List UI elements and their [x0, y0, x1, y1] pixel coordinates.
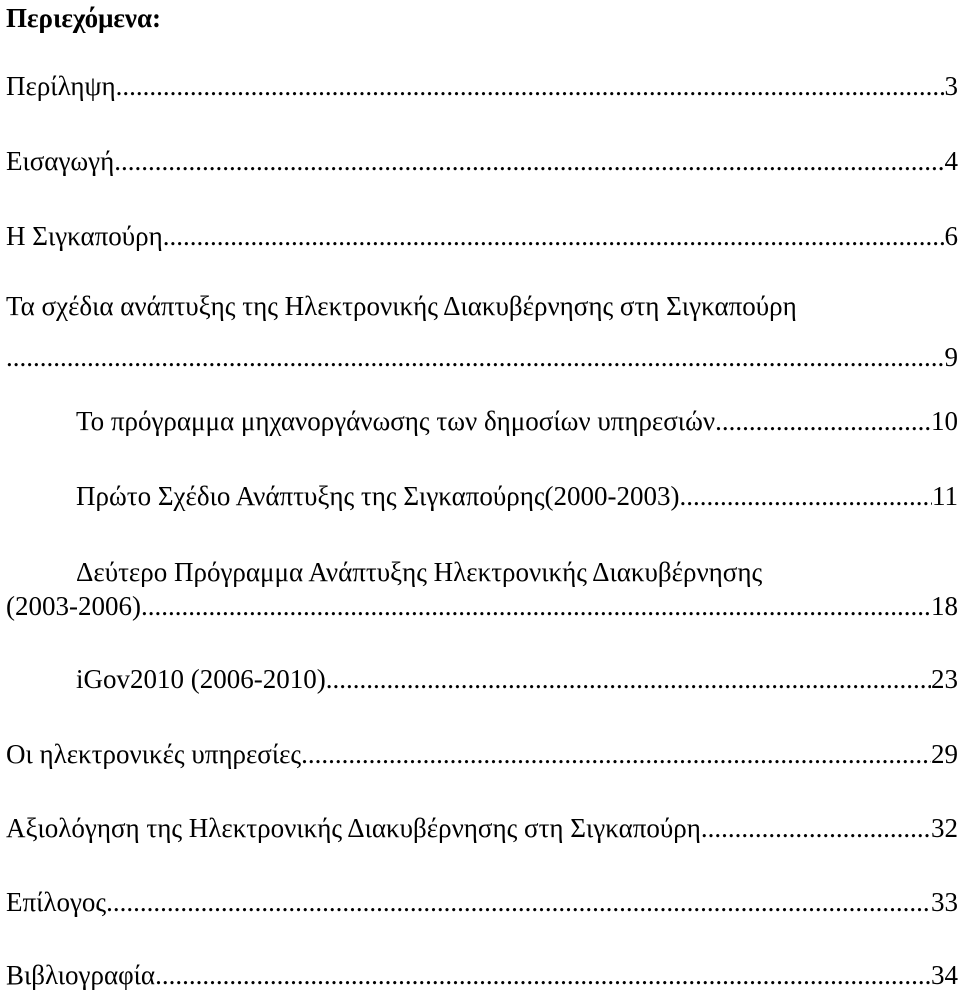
toc-entry-page: 6	[944, 221, 958, 251]
toc-entry-page: 3	[944, 71, 958, 101]
dot-leader	[155, 959, 931, 991]
toc-entry-evaluation[interactable]	[6, 812, 958, 844]
toc-entry-summary[interactable]	[6, 70, 958, 102]
toc-entry-development-plans[interactable]	[6, 341, 958, 373]
toc-entry-text: Πρώτο Σχέδιο Ανάπτυξης της Σιγκαπούρης(2000-2003)	[76, 481, 680, 511]
toc-entry-page: 34	[931, 960, 958, 990]
toc-entry-epilogue[interactable]	[6, 886, 958, 918]
toc-entry-singapore[interactable]	[6, 220, 958, 252]
dot-leader	[6, 341, 945, 373]
toc-entry-text: Περίληψη	[6, 71, 116, 101]
toc-entry-page: 33	[931, 887, 958, 917]
toc-entry-development-plans-line1[interactable]: Τα σχέδια ανάπτυξης της Ηλεκτρονικής Διακυβέρνησης στη Σιγκαπούρη	[6, 291, 797, 321]
toc-entry-page: 29	[931, 739, 958, 769]
toc-entry-text: Η Σιγκαπούρη	[6, 221, 163, 251]
dot-leader	[116, 70, 945, 102]
dot-leader	[701, 812, 931, 844]
toc-entry-page: 32	[931, 813, 958, 843]
toc-title: Περιεχόμενα:	[6, 3, 162, 33]
dot-leader	[141, 590, 931, 622]
toc-entry-text: Οι ηλεκτρονικές υπηρεσίες	[6, 739, 302, 769]
dot-leader	[163, 220, 945, 252]
dot-leader	[301, 738, 931, 770]
toc-entry-introduction[interactable]	[6, 145, 958, 177]
toc-entry-computerization-program[interactable]	[76, 405, 958, 437]
dot-leader	[326, 663, 931, 695]
toc-entry-page: 23	[931, 664, 958, 694]
toc-entry-page: 4	[944, 146, 958, 176]
toc-entry-text: Το πρόγραμμα μηχανοργάνωσης των δημοσίων υπηρεσιών	[76, 406, 716, 436]
toc-entry-page: 18	[931, 591, 958, 621]
dot-leader	[106, 886, 931, 918]
toc-entry-page: 9	[944, 342, 958, 372]
toc-entry-page: 11	[932, 481, 958, 511]
toc-entry-first-plan[interactable]	[76, 480, 958, 512]
dot-leader	[680, 480, 932, 512]
toc-entry-electronic-services[interactable]	[6, 738, 958, 770]
toc-entry-text: Επίλογος	[6, 887, 107, 917]
toc-entry-text: iGov2010 (2006-2010)	[76, 664, 326, 694]
toc-entry-second-program-line1[interactable]: Δεύτερο Πρόγραμμα Ανάπτυξης Ηλεκτρονικής Διακυβέρνησης	[76, 557, 763, 587]
toc-entry-text: Βιβλιογραφία	[6, 960, 156, 990]
dot-leader	[114, 145, 944, 177]
toc-entry-text: (2003-2006)	[6, 591, 141, 621]
toc-entry-second-program[interactable]	[6, 590, 958, 622]
toc-entry-text: Αξιολόγηση της Ηλεκτρονικής Διακυβέρνησης στη Σιγκαπούρη	[6, 813, 701, 843]
toc-entry-page: 10	[931, 406, 958, 436]
dot-leader	[715, 405, 931, 437]
toc-entry-igov2010[interactable]	[76, 663, 958, 695]
toc-entry-bibliography[interactable]	[6, 959, 958, 991]
toc-entry-text: Εισαγωγή	[6, 146, 115, 176]
